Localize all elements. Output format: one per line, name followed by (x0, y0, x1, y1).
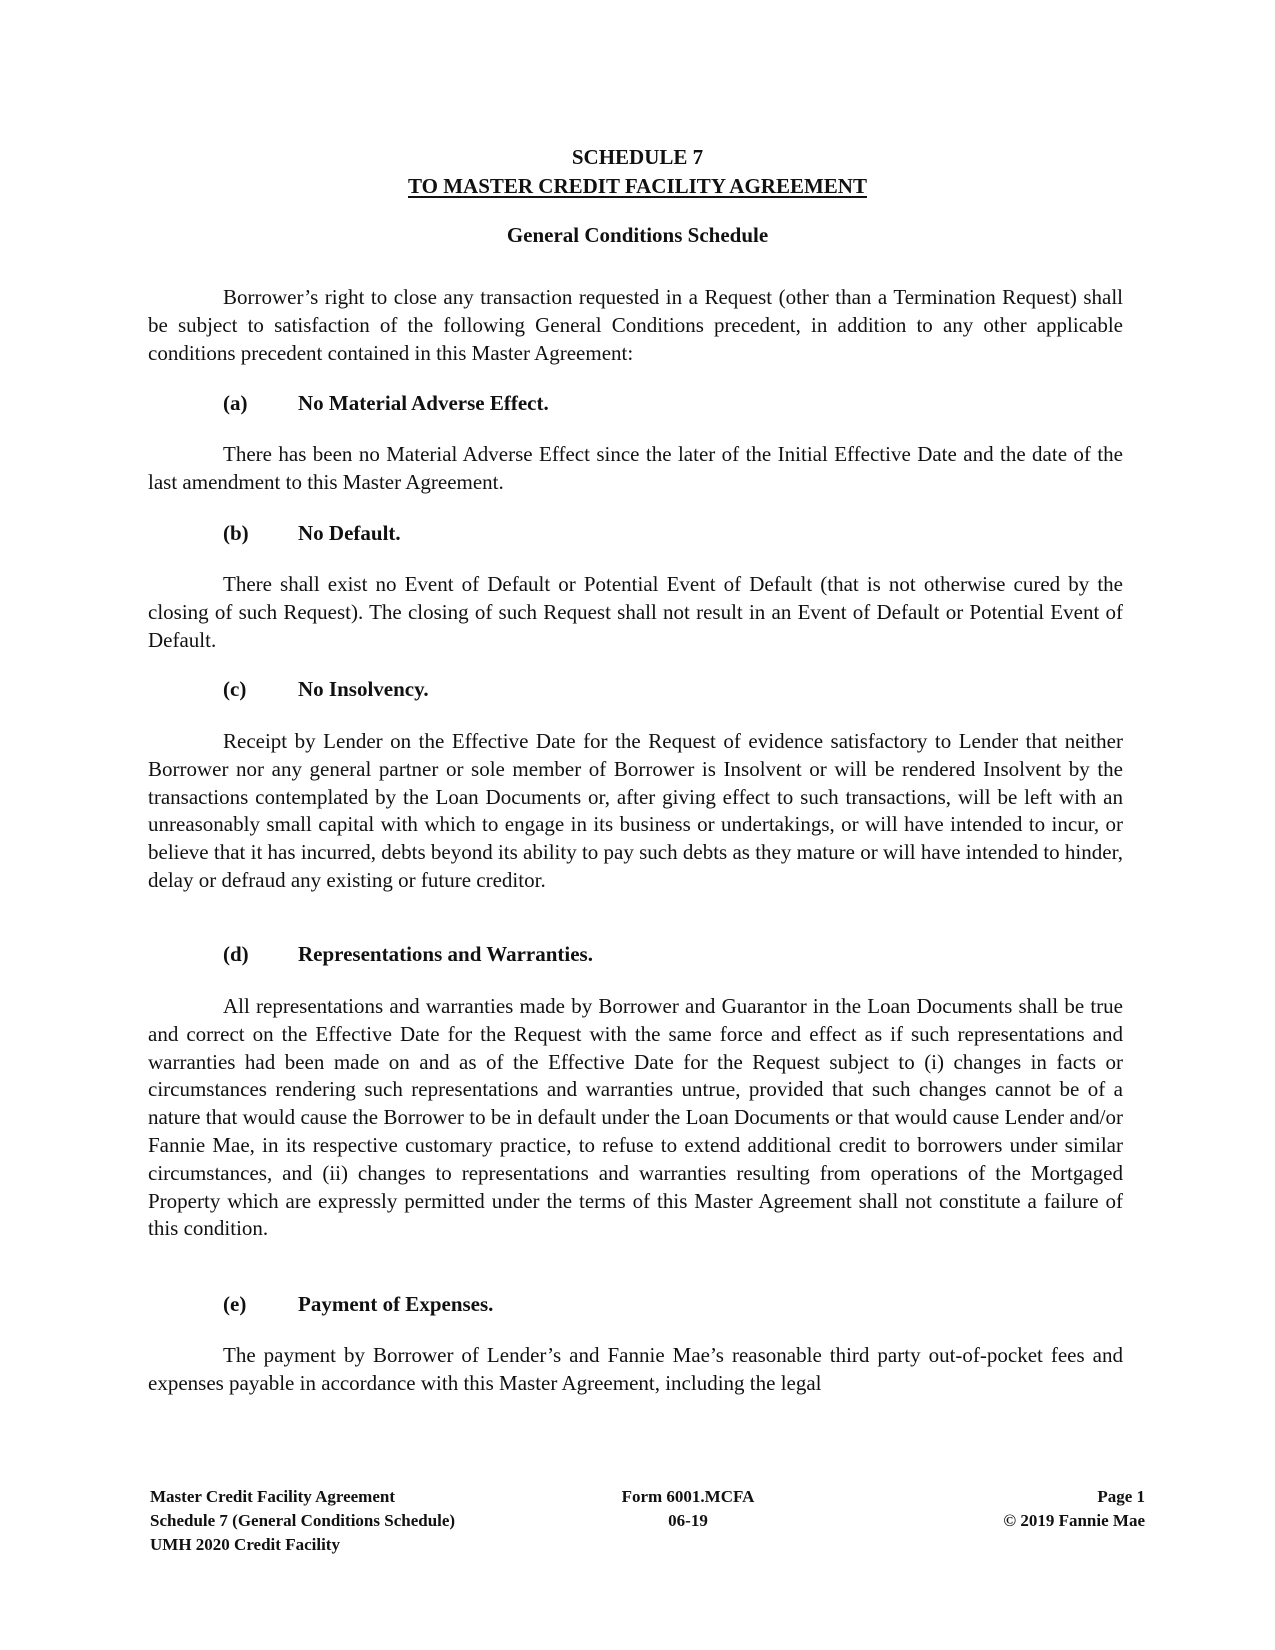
section-label: (a) (223, 391, 248, 415)
section-heading-c (223, 677, 429, 702)
section-heading-e (223, 1292, 493, 1317)
footer-left (150, 1485, 455, 1557)
section-label: (d) (223, 942, 249, 966)
footer-page-number: Page 1 (1097, 1487, 1145, 1506)
section-body-d: All representations and warranties made by Borrower and Guarantor in the Loan Documents shall be true and correct on the Effective Date for the Request with the same force and effect as if such representations and warranties had been made on and as of the Effective Date for the Request subject to (i) changes in facts or circumstances rendering such representations and warranties untrue, provided that such changes cannot be of a nature that would cause the Borrower to be in default under the Loan Documents or that would cause Lender and/or Fannie Mae, in its respective customary practice, to refuse to extend additional credit to borrowers under similar circumstances, and (ii) changes to representations and warranties resulting from operations of the Mortgaged Property which are expressly permitted under the terms of this Master Agreement shall not constitute a failure of this condition. (148, 994, 1123, 1241)
footer-form-number: Form 6001.MCFA (621, 1487, 755, 1506)
section-heading-a (223, 391, 549, 416)
section-label: (c) (223, 677, 247, 701)
section-body-e: The payment by Borrower of Lender’s and Fannie Mae’s reasonable third party out-of-pocket fees and expenses payable in accordance with this Master Agreement, including the legal (148, 1343, 1123, 1395)
section-heading-d (223, 942, 593, 967)
footer-agreement-name: Master Credit Facility Agreement (150, 1487, 396, 1506)
schedule-number: SCHEDULE 7 (571, 145, 704, 169)
footer-facility-name: UMH 2020 Credit Facility (150, 1535, 340, 1554)
section-body-c: Receipt by Lender on the Effective Date for the Request of evidence satisfactory to Lender that neither Borrower nor any general partner or sole member of Borrower is Insolvent or will be rendered Insolvent by the transactions contemplated by the Loan Documents or, after giving effect to such transactions, will be left with an unreasonably small capital with which to engage in its business or undertakings, or will have intended to incur, or believe that it has incurred, debts beyond its ability to pay such debts as they mature or will have intended to hinder, delay or defraud any existing or future creditor. (148, 729, 1123, 892)
footer-middle (598, 1485, 778, 1533)
section-body-b: There shall exist no Event of Default or Potential Event of Default (that is not otherwise cured by the closing of such Request). The closing of such Request shall not result in an Event of Default or Potential Event of Default. (148, 572, 1123, 652)
section-title: Representations and Warranties. (298, 942, 593, 966)
section-body-a: There has been no Material Adverse Effect since the later of the Initial Effective Date and the date of the last amendment to this Master Agreement. (148, 442, 1123, 494)
footer-schedule-name: Schedule 7 (General Conditions Schedule) (150, 1511, 456, 1530)
intro-paragraph: Borrower’s right to close any transaction requested in a Request (other than a Termination Request) shall be subject to satisfaction of the following General Conditions precedent, in addition to any other applicable conditions precedent contained in this Master Agreement: (148, 285, 1123, 365)
schedule-title (0, 143, 1275, 201)
section-heading-b (223, 521, 401, 546)
section-title: No Default. (298, 521, 401, 545)
section-title: No Insolvency. (298, 677, 429, 701)
section-label: (b) (223, 521, 249, 545)
footer-form-date: 06-19 (668, 1511, 708, 1530)
footer-right (1003, 1485, 1145, 1533)
section-title: No Material Adverse Effect. (298, 391, 549, 415)
section-label: (e) (223, 1292, 247, 1316)
schedule-subtitle: General Conditions Schedule (506, 223, 769, 247)
footer-copyright: © 2019 Fannie Mae (1003, 1511, 1145, 1530)
section-title: Payment of Expenses. (298, 1292, 494, 1316)
agreement-title: TO MASTER CREDIT FACILITY AGREEMENT (408, 174, 867, 198)
